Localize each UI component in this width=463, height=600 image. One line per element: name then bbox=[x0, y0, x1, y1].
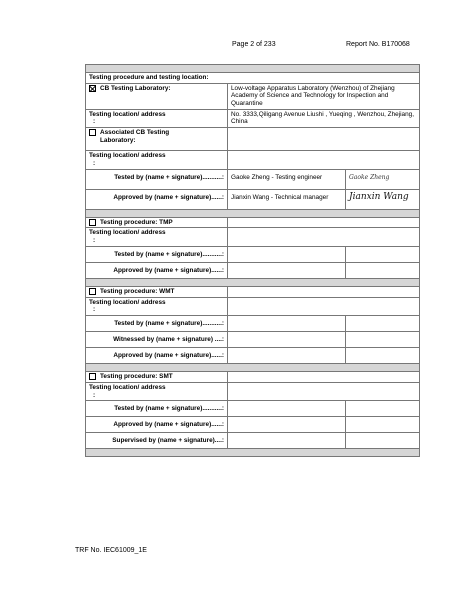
tmp-tested-row bbox=[86, 246, 420, 262]
assoc-lab-checkbox[interactable] bbox=[89, 129, 96, 136]
assoc-approved-row bbox=[86, 189, 420, 209]
tmp-row bbox=[86, 217, 420, 228]
assoc-location-colon: : bbox=[93, 159, 96, 167]
wmt-witnessed-label: Witnessed by (name + signature) ....: bbox=[86, 332, 228, 348]
wmt-tested-row bbox=[86, 316, 420, 332]
smt-location-label: Testing location/ address bbox=[89, 383, 166, 391]
bottom-spacer-row bbox=[86, 449, 420, 457]
smt-tested-label: Tested by (name + signature)...........: bbox=[86, 401, 228, 417]
smt-row bbox=[86, 372, 420, 383]
smt-tested-row bbox=[86, 401, 420, 417]
assoc-approved-signature: Jianxin Wang bbox=[346, 189, 420, 209]
section-title: Testing procedure and testing location: bbox=[86, 73, 420, 84]
tmp-location-row bbox=[86, 228, 420, 246]
smt-location-row bbox=[86, 382, 420, 400]
wmt-approved-label: Approved by (name + signature)......: bbox=[86, 348, 228, 364]
wmt-location-colon: : bbox=[93, 306, 96, 314]
wmt-checkbox[interactable] bbox=[89, 288, 96, 295]
wmt-row bbox=[86, 286, 420, 297]
tmp-location-label: Testing location/ address bbox=[89, 229, 166, 237]
cb-lab-location-row bbox=[86, 109, 420, 127]
cb-lab-checkbox[interactable] bbox=[89, 85, 96, 92]
assoc-tested-label: Tested by (name + signature)...........: bbox=[86, 169, 228, 189]
assoc-approved-value: Jianxin Wang - Technical manager bbox=[228, 189, 346, 209]
report-number: Report No. B170068 bbox=[346, 41, 410, 48]
trf-number: TRF No. IEC61009_1E bbox=[75, 547, 147, 554]
smt-location-colon: : bbox=[93, 391, 96, 399]
spacer-row bbox=[86, 364, 420, 372]
assoc-lab-row bbox=[86, 128, 420, 151]
tmp-tested-label: Tested by (name + signature)...........: bbox=[86, 246, 228, 262]
section-title-row bbox=[86, 73, 420, 84]
wmt-location-row bbox=[86, 297, 420, 315]
smt-label: Testing procedure: SMT bbox=[100, 373, 173, 381]
assoc-location-row bbox=[86, 151, 420, 169]
top-spacer-row bbox=[86, 65, 420, 73]
assoc-tested-signature: Gaoke Zheng bbox=[346, 169, 420, 189]
cb-location-colon: : bbox=[93, 118, 96, 126]
cb-location-label: Testing location/ address bbox=[89, 110, 166, 118]
smt-supervised-label: Supervised by (name + signature)....: bbox=[86, 433, 228, 449]
tmp-checkbox[interactable] bbox=[89, 219, 96, 226]
smt-checkbox[interactable] bbox=[89, 373, 96, 380]
cb-lab-row bbox=[86, 83, 420, 109]
assoc-lab-label: Associated CB Testing Laboratory: bbox=[100, 129, 170, 144]
wmt-tested-label: Tested by (name + signature)...........: bbox=[86, 316, 228, 332]
testing-procedure-table bbox=[85, 64, 420, 457]
assoc-location-label: Testing location/ address bbox=[89, 152, 166, 160]
smt-approved-row bbox=[86, 417, 420, 433]
assoc-approved-label: Approved by (name + signature)......: bbox=[86, 189, 228, 209]
tmp-label: Testing procedure: TMP bbox=[100, 218, 173, 226]
cb-lab-value: Low-voltage Apparatus Laboratory (Wenzhou) of Zhejiang Academy of Science and Technology for Inspection and Quarantine bbox=[228, 83, 420, 109]
assoc-tested-row bbox=[86, 169, 420, 189]
cb-location-value: No. 3333,Qiligang Avenue Liushi , Yueqing , Wenzhou, Zhejiang, China bbox=[228, 109, 420, 127]
smt-approved-label: Approved by (name + signature)......: bbox=[86, 417, 228, 433]
page-number: Page 2 of 233 bbox=[232, 41, 276, 48]
wmt-label: Testing procedure: WMT bbox=[100, 287, 175, 295]
smt-supervised-row bbox=[86, 433, 420, 449]
spacer-row bbox=[86, 278, 420, 286]
wmt-approved-row bbox=[86, 348, 420, 364]
wmt-location-label: Testing location/ address bbox=[89, 298, 166, 306]
cb-lab-label: CB Testing Laboratory: bbox=[100, 84, 171, 92]
spacer-row bbox=[86, 209, 420, 217]
tmp-approved-row bbox=[86, 262, 420, 278]
tmp-location-colon: : bbox=[93, 237, 96, 245]
assoc-tested-value: Gaoke Zheng - Testing engineer bbox=[228, 169, 346, 189]
wmt-witnessed-row bbox=[86, 332, 420, 348]
tmp-approved-label: Approved by (name + signature)......: bbox=[86, 262, 228, 278]
